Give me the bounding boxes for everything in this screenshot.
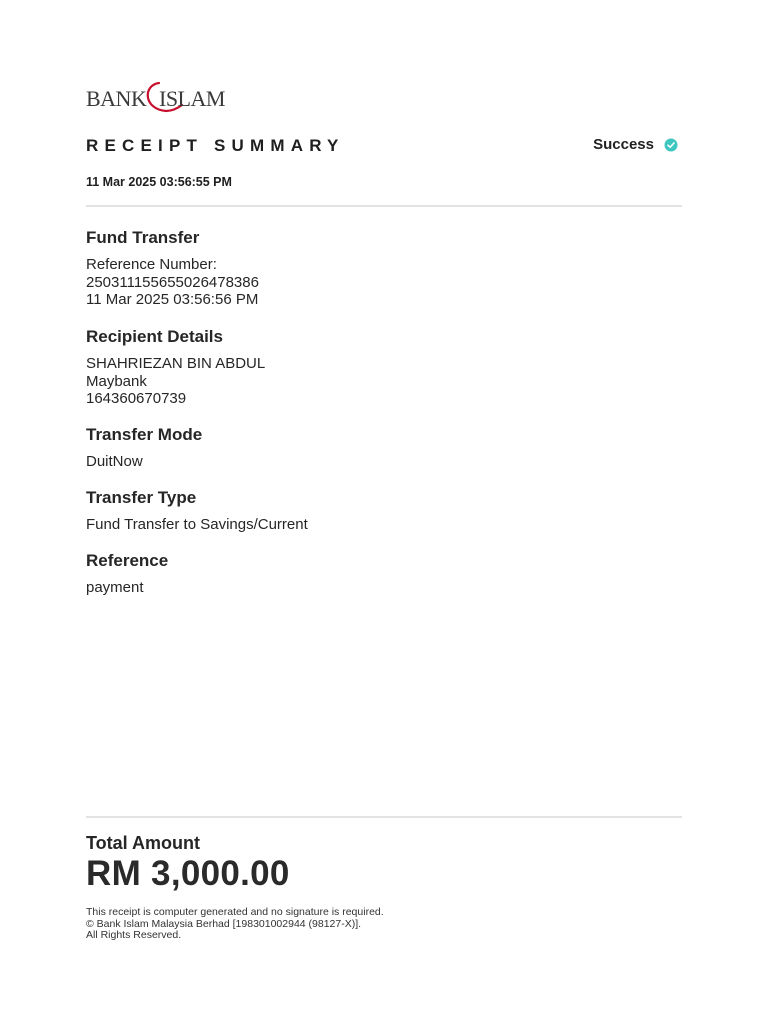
transfer-mode-value: DuitNow xyxy=(86,453,143,470)
title-row xyxy=(86,136,682,158)
total-amount-label: Total Amount xyxy=(86,833,200,853)
transfer-mode-title: Transfer Mode xyxy=(86,425,203,444)
transfer-datetime: 11 Mar 2025 03:56:56 PM xyxy=(86,291,259,308)
total-amount-value: RM 3,000.00 xyxy=(86,854,290,893)
status-badge xyxy=(593,136,678,153)
receipt-timestamp: 11 Mar 2025 03:56:55 PM xyxy=(86,175,232,189)
recipient-details-section xyxy=(86,327,682,408)
transfer-type-section xyxy=(86,488,682,534)
check-circle-icon xyxy=(664,138,678,152)
reference-section xyxy=(86,551,682,597)
fund-transfer-section xyxy=(86,228,682,309)
status-label: Success xyxy=(593,136,654,153)
top-divider xyxy=(86,205,682,207)
recipient-account: 164360670739 xyxy=(86,390,187,407)
transfer-mode-section xyxy=(86,425,682,471)
transfer-type-value: Fund Transfer to Savings/Current xyxy=(86,516,308,533)
footer-copyright: © Bank Islam Malaysia Berhad [198301002944 (98127-X)]. xyxy=(86,917,362,930)
recipient-bank: Maybank xyxy=(86,372,147,390)
footer-rights: All Rights Reserved. xyxy=(86,929,182,941)
fund-transfer-title: Fund Transfer xyxy=(86,228,200,247)
logo-text-islam: ISLAM xyxy=(159,86,225,111)
footer-disclaimer: This receipt is computer generated and no signature is required. xyxy=(86,906,384,918)
reference-title: Reference xyxy=(86,551,169,570)
transfer-type-title: Transfer Type xyxy=(86,488,197,507)
logo-text-bank: BANK xyxy=(86,86,147,111)
receipt-title: RECEIPT SUMMARY xyxy=(86,136,345,155)
recipient-name: SHAHRIEZAN BIN ABDUL xyxy=(86,355,266,372)
recipient-details-title: Recipient Details xyxy=(86,327,223,346)
reference-value: payment xyxy=(86,579,144,596)
receipt-footer xyxy=(86,907,384,942)
bank-islam-logo xyxy=(86,78,236,118)
reference-number-value: 250311155655026478386 xyxy=(86,273,259,291)
bottom-divider xyxy=(86,816,682,818)
receipt-page xyxy=(86,0,682,1024)
logo-graphic xyxy=(86,78,236,118)
reference-number-label: Reference Number: xyxy=(86,256,217,273)
